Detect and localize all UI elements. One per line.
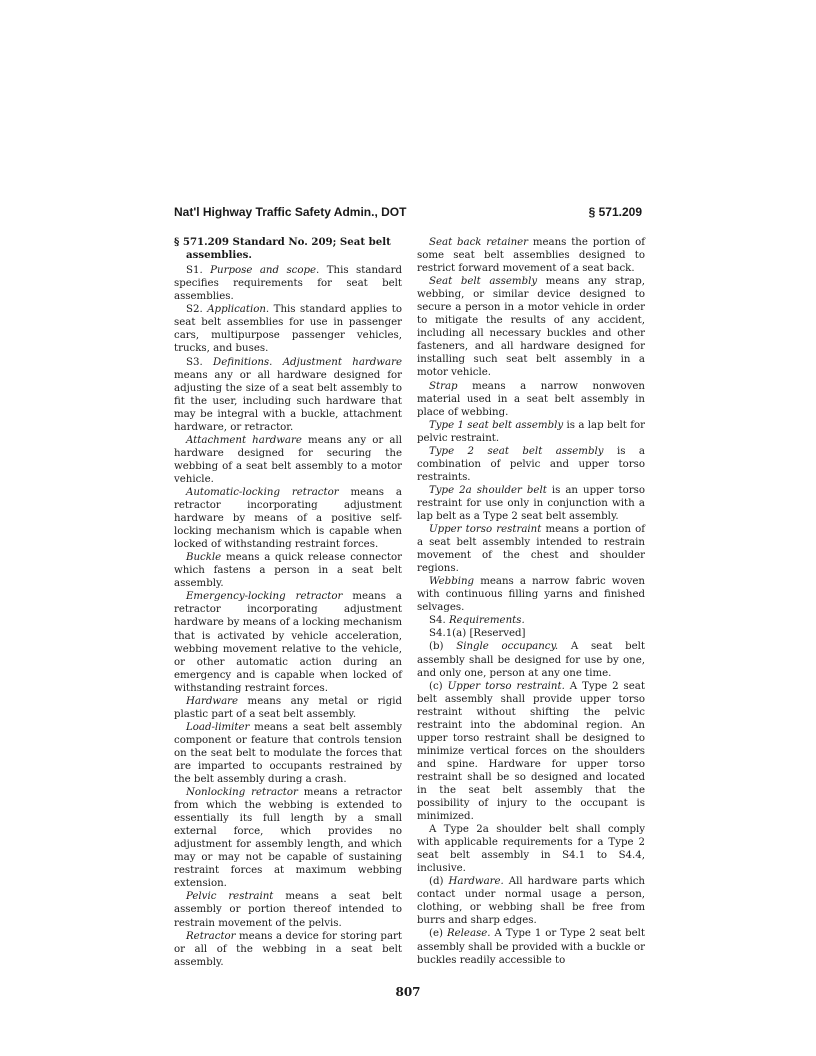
definition-term: Webbing [429,576,475,588]
definition-text: means a narrow nonwoven material used in a seat belt assembly in place of webbing. [417,380,645,418]
definition-term: Type 2a shoulder belt [429,484,547,496]
definition-text: means any or all hardware designed for adjusting the size of a seat belt assembly to fit the user, including such hardware that may be integral with a buckle, attachment hardware, or retractor. [174,369,402,433]
definition-type1 [417,419,645,445]
definition-term: Upper torso restraint [429,524,542,536]
paragraph-s4-1e [417,927,645,966]
paragraph-text: All hardware parts which contact under normal usage a person, clothing, or webbing shall be free from burrs and sharp edges. [417,876,645,927]
definition-text: means a narrow fabric woven with continuous filling yarns and finished selvages. [417,576,645,614]
paragraph-term: Definitions. [213,356,273,368]
definition-term: Emergency-locking retractor [186,591,343,603]
definition-text: is an upper torso restraint for use only in conjunction with a lap belt as a Type 2 seat belt assembly. [417,484,646,522]
paragraph-s1 [174,264,402,303]
definition-text: means a quick release connector which fastens a person in a seat belt assembly. [174,552,402,590]
definition-seat-belt-assembly [417,275,645,379]
paragraph-text: A Type 1 or Type 2 seat belt assembly shall be provided with a buckle or buckles readily accessible to [417,928,645,966]
paragraph-text: A Type 2 seat belt assembly shall provide upper torso restraint without shifting the pelvic restraint into the abdominal region. An upper torso restraint shall be designed to minimize vertical forces on the shoulders and spine. Hardware for upper torso restraint shall be so designed and located in the seat belt assembly that the possibility of injury to the occupant is minimized. [417,680,645,823]
definition-term: Attachment hardware [186,434,302,446]
definition-term: Retractor [186,930,236,942]
definition-load-limiter [174,721,402,786]
paragraph-label: (c) [429,680,443,692]
right-column [417,236,645,967]
definition-automatic-locking-retractor [174,486,402,551]
definition-type2a [417,484,645,523]
definition-text: means any or all hardware designed for securing the webbing of a seat belt assembly to a motor vehicle. [174,434,402,485]
definition-text: means a retractor incorporating adjustment hardware by means of a positive self-locking mechanism which is capable when locked of withstanding restraint forces. [174,486,402,551]
definition-term: Adjustment hardware [282,356,402,368]
definition-text: is a combination of pelvic and upper torso restraints. [417,445,645,483]
definition-text: means a retractor from which the webbing is extended to essentially its full length by a small external force, which provides no adjustment for assembly length, and which may or may not be capable of sustaining restraint forces at maximum webbing extension. [174,787,402,890]
paragraph-text: S4.1(a) [Reserved] [429,628,526,640]
paragraph-term: Upper torso restraint. [447,680,565,692]
definition-webbing [417,575,645,614]
header-agency: Nat'l Highway Traffic Safety Admin., DOT [174,205,407,219]
paragraph-s4-1b [417,640,645,679]
paragraph-term: Application. [207,304,270,316]
definition-pelvic-restraint [174,890,402,929]
paragraph-s4-1c-type2a [417,823,645,875]
definition-type2 [417,445,645,484]
definition-term: Load-limiter [186,721,250,733]
paragraph-s4 [417,614,645,627]
paragraph-label: S3. [186,356,203,368]
definition-term: Nonlocking retractor [186,787,298,799]
paragraph-label: S4. [429,615,446,627]
definition-text: is a lap belt for pelvic restraint. [417,419,645,444]
paragraph-label: (d) [429,876,444,888]
paragraph-term: Hardware. [448,876,504,888]
definition-strap [417,380,645,419]
paragraph-s3 [174,356,402,434]
section-title: Standard No. 209; Seat belt assemblies. [186,236,391,261]
definition-term: Type 1 seat belt assembly [429,419,564,431]
paragraph-term: Release. [446,928,491,940]
paragraph-text: A seat belt assembly shall be designed for use by one, and only one, person at any one time. [417,641,645,679]
paragraph-label: (e) [429,928,443,940]
paragraph-s4-1d [417,875,645,927]
definition-nonlocking-retractor [174,786,402,890]
definition-upper-torso-restraint [417,523,645,575]
left-column [174,236,402,969]
definition-term: Strap [429,380,458,392]
paragraph-s4-1a [417,627,645,640]
paragraph-text: This standard specifies requirements for seat belt assemblies. [174,265,402,303]
definition-text: means a seat belt assembly or portion thereof intended to restrain movement of the pelvis. [174,891,402,929]
definition-term: Seat back retainer [429,237,529,248]
section-number: § 571.209 [174,236,229,248]
paragraph-label: S2. [186,304,203,316]
paragraph-term: Purpose and scope. [210,265,320,277]
definition-term: Buckle [186,552,222,564]
definition-text: means a seat belt assembly component or feature that controls tension on the seat belt to modulate the forces that are imparted to occupants restrained by the belt assembly during a crash. [174,721,402,786]
definition-attachment-hardware [174,434,402,486]
paragraph-label: S1. [186,265,203,277]
header-section-number: § 571.209 [588,205,642,219]
definition-text: means the portion of some seat belt assemblies designed to restrict forward movement of a seat back. [417,237,645,275]
definition-term: Hardware [186,695,239,707]
paragraph-text: A Type 2a shoulder belt shall comply with applicable requirements for a Type 2 seat belt assembly in S4.1 to S4.4, inclusive. [417,824,645,875]
paragraph-term: Single occupancy. [456,641,559,653]
paragraph-s2 [174,303,402,355]
page-number: 807 [395,985,421,999]
definition-text: means a retractor incorporating adjustment hardware by means of a locking mechanism that is activated by vehicle acceleration, webbing movement relative to the vehicle, or other automatic action during an emergency and is capable when locked of withstanding restraint forces. [174,591,402,694]
paragraph-s4-1c [417,680,645,824]
definition-text: means a portion of a seat belt assembly intended to restrain movement of the chest and shoulder regions. [417,524,645,575]
section-heading [174,236,402,261]
paragraph-label: (b) [429,641,444,653]
definition-text: means any metal or rigid plastic part of a seat belt assembly. [174,695,402,720]
definition-text: means a device for storing part or all of the webbing in a seat belt assembly. [174,930,402,968]
paragraph-text: This standard applies to seat belt assemblies for use in passenger cars, multipurpose passenger vehicles, trucks, and buses. [174,304,402,355]
definition-emergency-locking-retractor [174,590,402,694]
definition-term: Automatic-locking retractor [186,486,339,498]
definition-hardware [174,695,402,721]
definition-term: Seat belt assembly [429,276,538,288]
definition-seat-back-retainer [417,236,645,275]
definition-term: Pelvic restraint [186,891,274,903]
definition-text: means any strap, webbing, or similar device designed to secure a person in a motor vehicle in order to mitigate the results of any accident, including all necessary buckles and other fasteners, and all hardware designed for installing such seat belt assembly in a motor vehicle. [417,276,645,379]
definition-buckle [174,551,402,590]
definition-retractor [174,930,402,969]
paragraph-term: Requirements. [448,615,525,627]
definition-term: Type 2 seat belt assembly [429,445,604,457]
running-header [174,205,642,221]
